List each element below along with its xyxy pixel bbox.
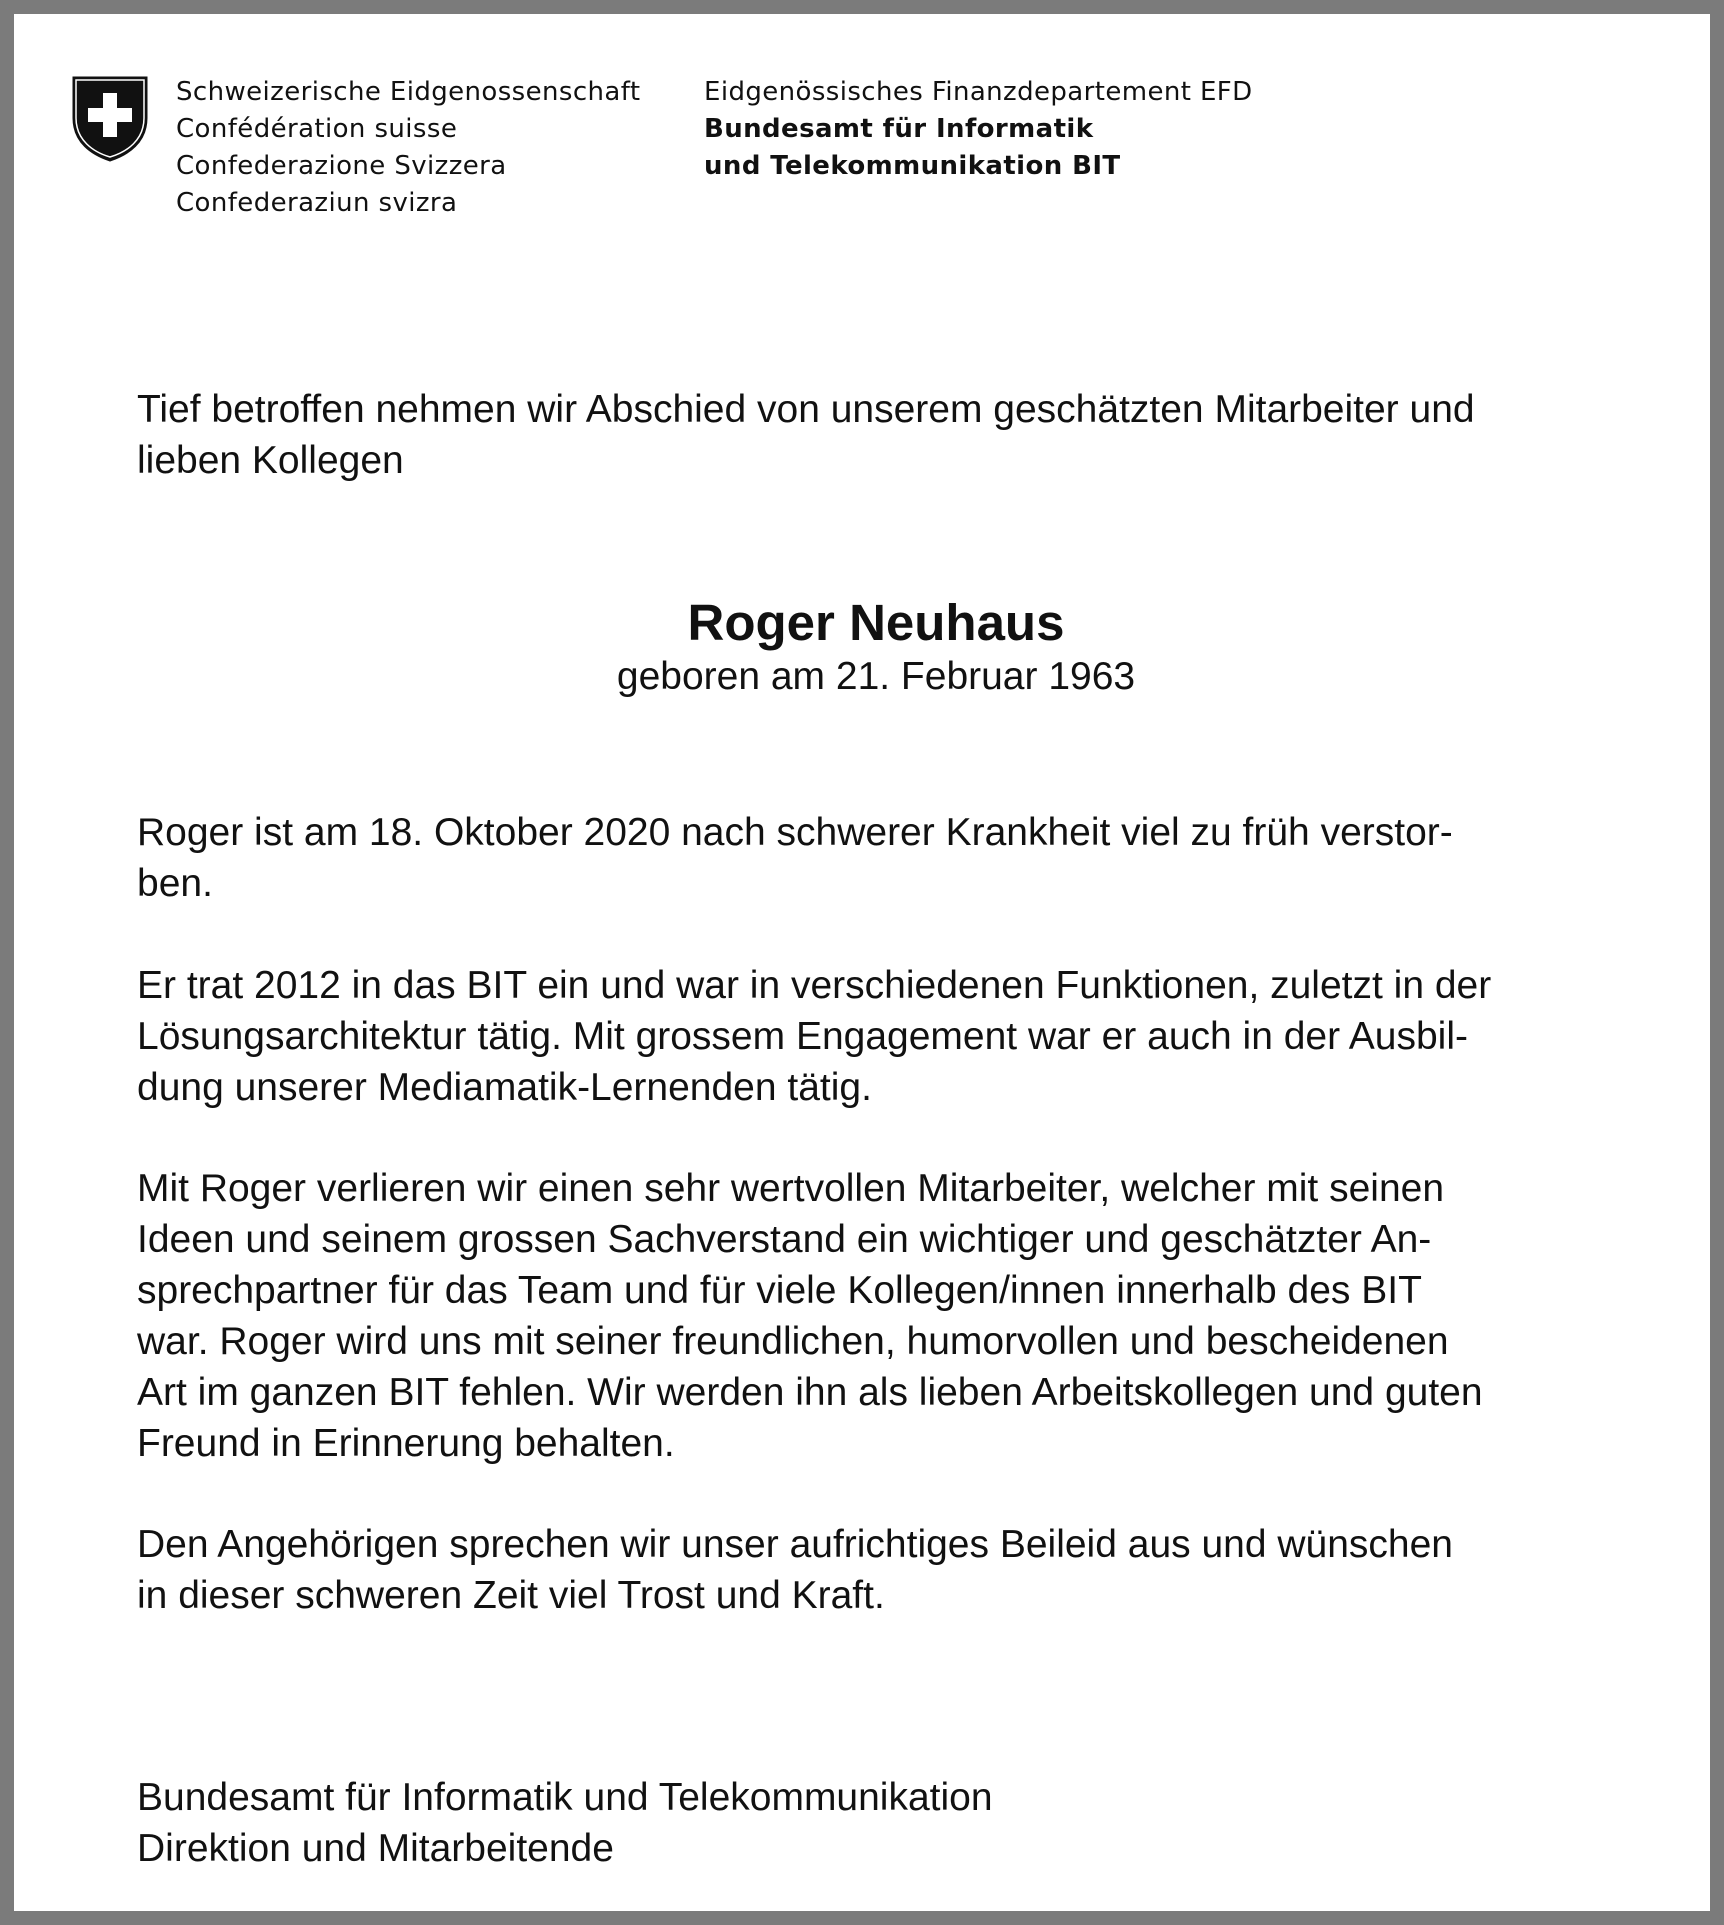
- paragraph-condolences: [137, 1519, 1637, 1621]
- confederation-names: [176, 74, 640, 222]
- signature-block: [137, 1772, 1637, 1874]
- text-line: Lösungsarchitektur tätig. Mit grossem Engagement war er auch in der Ausbil-: [137, 1015, 1468, 1058]
- office-name-line2: und Telekommunikation BIT: [704, 151, 1121, 181]
- birth-date: geboren am 21. Februar 1963: [616, 655, 1136, 698]
- confederation-name-it: Confederazione Svizzera: [176, 151, 507, 181]
- text-line: Den Angehörigen sprechen wir unser aufrichtiges Beileid aus und wünschen: [137, 1523, 1453, 1566]
- signature-office: Bundesamt für Informatik und Telekommunikation: [137, 1776, 993, 1819]
- confederation-name-rm: Confederaziun svizra: [176, 188, 458, 218]
- department-name: Eidgenössisches Finanzdepartement EFD: [704, 77, 1253, 107]
- text-line: Er trat 2012 in das BIT ein und war in verschiedenen Funktionen, zuletzt in der: [137, 964, 1492, 1007]
- text-line: Freund in Erinnerung behalten.: [137, 1422, 675, 1465]
- paragraph-death: [137, 807, 1637, 909]
- confederation-name-fr: Confédération suisse: [176, 114, 458, 144]
- swiss-crest-icon: [70, 74, 150, 162]
- text-line: Art im ganzen BIT fehlen. Wir werden ihn als lieben Arbeitskollegen und guten: [137, 1371, 1483, 1414]
- office-name-line1: Bundesamt für Informatik: [704, 114, 1094, 144]
- text-line: Tief betroffen nehmen wir Abschied von unserem geschätzten Mitarbeiter und: [137, 388, 1475, 431]
- text-line: dung unserer Mediamatik-Lernenden tätig.: [137, 1066, 872, 1109]
- department-block: [704, 74, 1253, 185]
- text-line: sprechpartner für das Team und für viele Kollegen/innen innerhalb des BIT: [137, 1269, 1422, 1312]
- text-line: lieben Kollegen: [137, 439, 404, 482]
- person-block: [14, 593, 1724, 701]
- confederation-name-de: Schweizerische Eidgenossenschaft: [176, 77, 641, 107]
- text-line: Mit Roger verlieren wir einen sehr wertvollen Mitarbeiter, welcher mit seinen: [137, 1167, 1445, 1210]
- text-line: Roger ist am 18. Oktober 2020 nach schwerer Krankheit viel zu früh verstor-: [137, 811, 1453, 854]
- paragraph-career: [137, 960, 1637, 1113]
- text-line: Ideen und seinem grossen Sachverstand ein wichtiger und geschätzter An-: [137, 1218, 1432, 1261]
- text-line: ben.: [137, 862, 213, 905]
- paragraph-tribute: [137, 1163, 1637, 1469]
- person-name: Roger Neuhaus: [687, 594, 1065, 651]
- signature-staff: Direktion und Mitarbeitende: [137, 1827, 614, 1870]
- intro-paragraph: [137, 384, 1637, 486]
- text-line: war. Roger wird uns mit seiner freundlichen, humorvollen und bescheidenen: [137, 1320, 1449, 1363]
- text-line: in dieser schweren Zeit viel Trost und Kraft.: [137, 1574, 885, 1617]
